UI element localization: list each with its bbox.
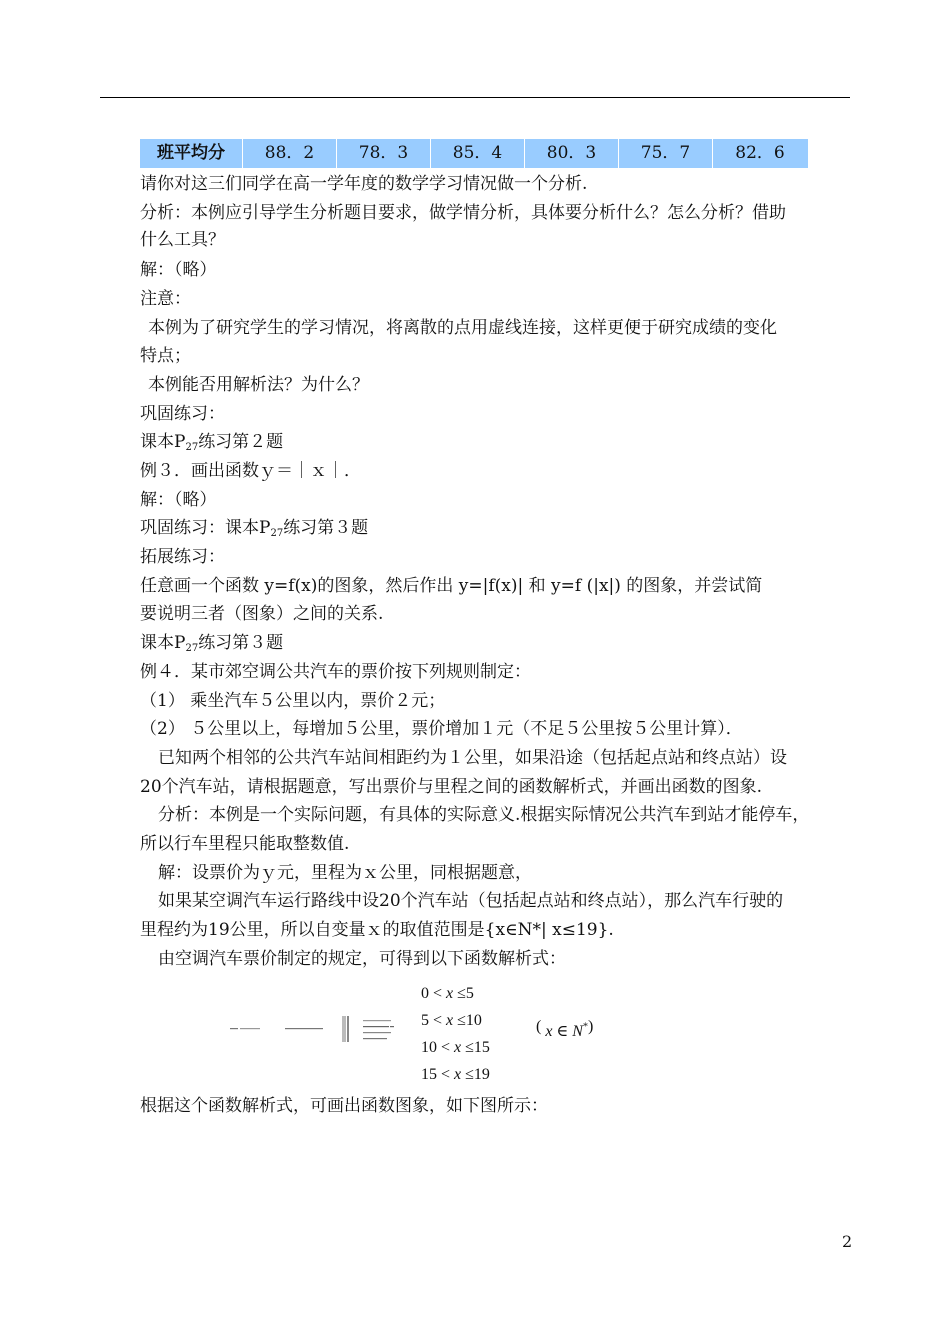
rule-1: （1） 乘坐汽车５公里以内，票价２元；	[140, 691, 446, 711]
solution-line: 解：（略）	[140, 490, 217, 510]
header-rule	[100, 97, 850, 98]
analysis-line-cont: 所以行车里程只能取整数值.	[140, 834, 350, 854]
graph-intro: 根据这个函数解析式，可画出函数图象，如下图所示：	[140, 1096, 548, 1116]
domain-condition: ( x ∈ N*)	[536, 1018, 594, 1040]
example-3: 例３．画出函数ｙ＝｜ｘ｜．	[140, 461, 361, 481]
note-line-cont: 特点；	[140, 346, 191, 366]
condition-row: 5 < x ≤10	[421, 1012, 482, 1029]
problem-line-cont: 20个汽车站，请根据题意，写出票价与里程之间的函数解析式，并画出函数的图象.	[140, 777, 763, 797]
example-4: 例４．某市郊空调公共汽车的票价按下列规则制定：	[140, 662, 531, 682]
condition-row: 0 < x ≤5	[421, 985, 474, 1002]
solution-line-cont: 里程约为19公里，所以自变量ｘ的取值范围是{x∈N*| x≤19}.	[140, 920, 614, 940]
analysis-line-cont: 什么工具？	[140, 230, 225, 250]
piecewise-conditions	[421, 980, 490, 1088]
note-heading: 注意：	[140, 289, 191, 309]
text-line: 请你对这三们同学在高一学年度的数学学习情况做一个分析.	[140, 174, 588, 194]
page-number: 2	[842, 1232, 853, 1251]
extension-heading: 拓展练习：	[140, 547, 225, 567]
formula-intro: 由空调汽车票价制定的规定，可得到以下函数解析式：	[158, 949, 566, 969]
score-row-label: 班平均分	[140, 139, 243, 168]
analysis-line: 分析：本例是一个实际问题，有具体的实际意义.根据实际情况公共汽车到站才能停车，	[158, 805, 810, 825]
score-cell: 75．7	[619, 139, 713, 168]
practice-reference: 巩固练习：课本$P_{27}$练习第３题	[140, 518, 369, 539]
extension-line-cont: 要说明三者（图象）之间的关系.	[140, 604, 384, 624]
solution-line: 解：设票价为ｙ元，里程为ｘ公里，同根据题意，	[158, 863, 532, 883]
score-cell: 82．6	[735, 143, 785, 163]
score-cell: 85．4	[431, 139, 525, 168]
analysis-line: 分析：本例应引导学生分析题目要求，做学情分析，具体要分析什么？怎么分析？借助	[140, 203, 786, 223]
score-cell: 80．3	[525, 139, 619, 168]
solution-line: 如果某空调汽车运行路线中设20个汽车站（包括起点站和终点站），那么汽车行驶的	[158, 891, 784, 911]
practice-heading: 巩固练习：	[140, 404, 225, 424]
extension-line: 任意画一个函数 y=f(x)的图象，然后作出 y=|f(x)| 和 y=f (|x|) 的图象，并尝试简	[140, 576, 763, 596]
condition-row: 15 < x ≤19	[421, 1066, 490, 1083]
note-line: 本例能否用解析法？为什么？	[148, 375, 369, 395]
condition-row: 10 < x ≤15	[421, 1039, 490, 1056]
piecewise-formula-left-fragment	[230, 1014, 420, 1044]
textbook-reference: 课本$P_{27}$练习第３题	[140, 633, 284, 654]
score-cell: 78．3	[337, 139, 431, 168]
score-cell: 88．2	[243, 139, 337, 168]
note-line: 本例为了研究学生的学习情况，将离散的点用虚线连接，这样更便于研究成绩的变化	[148, 318, 777, 338]
rule-2: （2） ５公里以上，每增加５公里，票价增加１元（不足５公里按５公里计算）．	[140, 719, 743, 739]
solution-line: 解：（略）	[140, 260, 217, 280]
textbook-reference: 课本$P_{27}$练习第２题	[140, 432, 284, 453]
problem-line: 已知两个相邻的公共汽车站间相距约为１公里，如果沿途（包括起点站和终点站）设	[158, 748, 787, 768]
class-average-score-row	[140, 139, 808, 168]
